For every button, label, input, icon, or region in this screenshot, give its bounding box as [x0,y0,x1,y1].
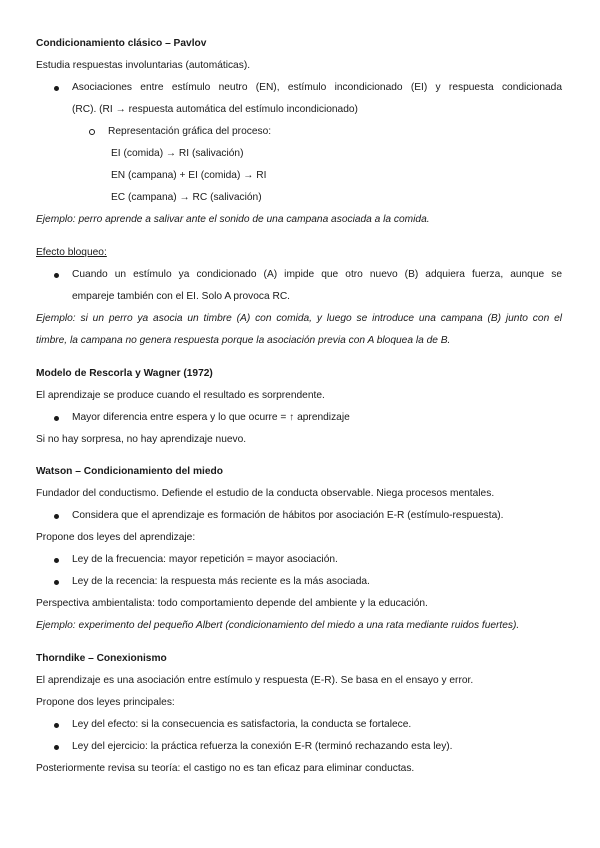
bullet-disc-icon [54,416,59,421]
thorndike-revision: Posteriormente revisa su teoría: el castigo no es tan eficaz para eliminar conductas. [36,763,415,774]
bullet-disc-icon [54,580,59,585]
bloqueo-example-line1: Ejemplo: si un perro ya asocia un timbre (A) con comida, y luego se introduce una campana (B) junto con el [36,313,562,324]
pavlov-intro: Estudia respuestas involuntarias (automáticas). [36,60,251,71]
bullet-disc-icon [54,745,59,750]
watson-heading: Watson – Condicionamiento del miedo [36,466,223,477]
bullet-disc-icon [54,723,59,728]
watson-intro: Fundador del conductismo. Defiende el estudio de la conducta observable. Niega procesos mentales. [36,488,495,499]
pavlov-example: Ejemplo: perro aprende a salivar ante el sonido de una campana asociada a la comida. [36,214,430,225]
pavlov-heading: Condicionamiento clásico – Pavlov [36,38,207,49]
thorndike-law1: Ley del efecto: si la consecuencia es satisfactoria, la conducta se fortalece. [72,719,412,730]
pavlov-formula1: EI (comida) → RI (salivación) [111,148,244,159]
thorndike-laws-intro: Propone dos leyes principales: [36,697,175,708]
bullet-disc-icon [54,273,59,278]
bloqueo-bullet1-line2: empareje también con el EI. Solo A provoca RC. [72,291,291,302]
watson-bullet1: Considera que el aprendizaje es formación de hábitos por asociación E-R (estímulo-respuesta). [72,510,504,521]
thorndike-intro: El aprendizaje es una asociación entre estímulo y respuesta (E-R). Se basa en el ensayo y error. [36,675,474,686]
rescorla-bullet1: Mayor diferencia entre espera y lo que ocurre = ↑ aprendizaje [72,412,350,423]
thorndike-heading: Thorndike – Conexionismo [36,653,167,664]
rescorla-note: Si no hay sorpresa, no hay aprendizaje nuevo. [36,434,247,445]
watson-law2: Ley de la recencia: la respuesta más reciente es la más asociada. [72,576,370,587]
rescorla-heading: Modelo de Rescorla y Wagner (1972) [36,368,213,379]
pavlov-sub1: Representación gráfica del proceso: [108,126,272,137]
bloqueo-bullet1-line1: Cuando un estímulo ya condicionado (A) impide que otro nuevo (B) adquiera fuerza, aunque se [72,269,562,280]
thorndike-law2: Ley del ejercicio: la práctica refuerza la conexión E-R (terminó rechazando esta ley). [72,741,453,752]
bullet-disc-icon [54,514,59,519]
pavlov-formula2: EN (campana) + EI (comida) → RI [111,170,267,181]
watson-law1: Ley de la frecuencia: mayor repetición = mayor asociación. [72,554,338,565]
pavlov-bullet1-line1: Asociaciones entre estímulo neutro (EN), estímulo incondicionado (EI) y respuesta condicionada [72,82,562,93]
watson-perspective: Perspectiva ambientalista: todo comportamiento depende del ambiente y la educación. [36,598,428,609]
rescorla-intro: El aprendizaje se produce cuando el resultado es sorprendente. [36,390,325,401]
bloqueo-heading: Efecto bloqueo: [36,247,107,258]
bullet-circle-icon [89,129,95,135]
pavlov-bullet1-line2: (RC). (RI → respuesta automática del estímulo incondicionado) [72,104,358,115]
bullet-disc-icon [54,86,59,91]
watson-laws-intro: Propone dos leyes del aprendizaje: [36,532,196,543]
pavlov-formula3: EC (campana) → RC (salivación) [111,192,262,203]
bloqueo-example-line2: timbre, la campana no genera respuesta porque la asociación previa con A bloquea la de B. [36,335,451,346]
watson-example: Ejemplo: experimento del pequeño Albert (condicionamiento del miedo a una rata mediante ruidos fuertes). [36,620,520,631]
bullet-disc-icon [54,558,59,563]
